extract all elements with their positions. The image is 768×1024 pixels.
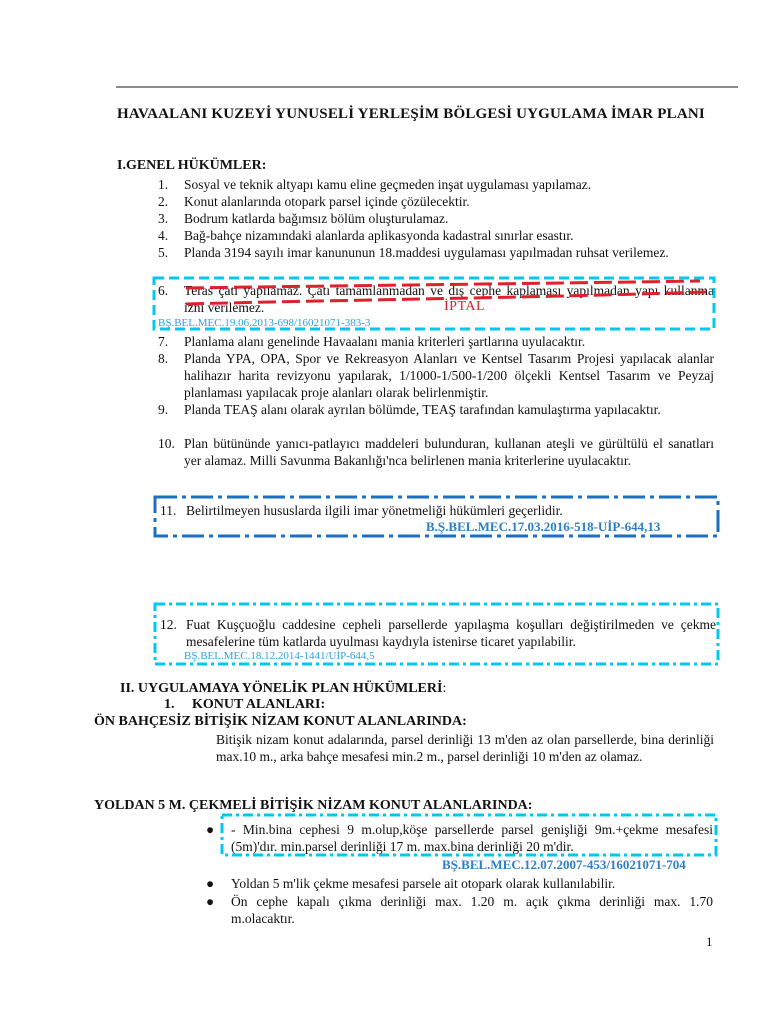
section-heading-general: I.GENEL HÜKÜMLER: xyxy=(117,158,267,173)
annotation-box-bullet1 xyxy=(222,815,716,855)
item-text: Konut alanlarında otopark parsel içinde çözülecektir. xyxy=(184,194,470,209)
document-title: HAVAALANI KUZEYİ YUNUSELİ YERLEŞİM BÖLGESİ UYGULAMA İMAR PLANI xyxy=(117,106,705,122)
item-text: Planda 3194 sayılı imar kanununun 18.maddesi uygulaması yapılmadan ruhsat verilemez. xyxy=(184,245,669,260)
onbahce-heading: ÖN BAHÇESİZ BİTİŞİK NİZAM KONUT ALANLARINDA: xyxy=(94,714,467,729)
item-number: 5. xyxy=(158,245,169,260)
item-number: 4. xyxy=(158,228,169,243)
onbahce-paragraph: Bitişik nizam konut adalarında, parsel derinliği 13 m'den az olan parsellerde, bina derinliği max.10 m., arka bahçe mesafesi min.2 m., parsel derinliği 10 m'den az olamaz. xyxy=(216,732,714,764)
item-number: 7. xyxy=(158,334,169,349)
bullet-text: Yoldan 5 m'lik çekme mesafesi parsele ait otopark olarak kullanılabilir. xyxy=(231,876,616,891)
reference-code: BŞ.BEL.MEC.19.06.2013-698/16021071-383-3 xyxy=(158,317,371,329)
reference-code: BŞ.BEL.MEC.18.12.2014-1441/UİP-644,5 xyxy=(184,650,375,662)
item-text: Bodrum katlarda bağımsız bölüm oluşturulamaz. xyxy=(184,211,449,226)
reference-code: BŞ.BEL.MEC.12.07.2007-453/16021071-704 xyxy=(442,857,686,872)
bullet-dot: ● xyxy=(206,876,215,891)
item-number: 6. xyxy=(158,283,169,298)
item-text: Belirtilmeyen hususlarda ilgili imar yönetmeliği hükümleri geçerlidir. xyxy=(186,503,563,518)
item-text: Sosyal ve teknik altyapı kamu eline geçmeden inşat uygulaması yapılamaz. xyxy=(184,177,592,192)
item-text: Teras çatı yapılamaz. Çatı tamamlanmadan ve dış cephe kaplaması yapılmadan yapı kullanma izni verilemez. xyxy=(184,283,714,315)
item-number: 9. xyxy=(158,402,169,417)
item-number: 10. xyxy=(158,436,175,451)
item-text: Planda TEAŞ alanı olarak ayrılan bölümde, TEAŞ tarafından kamulaştırma yapılacaktır. xyxy=(184,402,661,417)
item-number: 3. xyxy=(158,211,169,226)
section-heading-suffix: : xyxy=(442,681,447,696)
strike-line xyxy=(186,292,706,304)
item-number: 11. xyxy=(160,503,177,518)
annotation-box-item12 xyxy=(155,604,718,664)
item-text: Bağ-bahçe nizamındaki alanlarda aplikasyonda kadastral sınırlar esastır. xyxy=(184,228,574,243)
item-text: Planda YPA, OPA, Spor ve Rekreasyon Alanları ve Kentsel Tasarım Projesi yapılacak alanlar halihazır harita revizyonu yapılarak, 1/1000-1/500-1/200 ölçekli Kentsel Tasarım ve Peyzaj planlaması yapılacak proje alanları olarak belirlenmiştir. xyxy=(184,351,714,400)
bullet-dot: ● xyxy=(206,822,215,837)
subsection-number: 1. xyxy=(164,697,175,712)
bullet-dot: ● xyxy=(206,894,215,909)
section-heading-text: II. UYGULAMAYA YÖNELİK PLAN HÜKÜMLERİ xyxy=(120,681,443,696)
item-number: 1. xyxy=(158,177,169,192)
item-number: 12. xyxy=(160,617,177,632)
item-number: 8. xyxy=(158,351,169,366)
item-text: Fuat Kuşçuoğlu caddesine cepheli parsellerde yapılaşma koşulları değiştirilmeden ve çekme mesafelerine tüm katlarda uyulması kaydıyla istenirse ticaret yapılabilir. xyxy=(186,617,716,649)
item-text: Planlama alanı genelinde Havaalanı mania kriterleri şartlarına uyulacaktır. xyxy=(184,334,586,349)
bullet-text: - Min.bina cephesi 9 m.olup,köşe parsellerde parsel genişliği 9m.+çekme mesafesi (5m)'dır. min.parsel derinliği 17 m. max.bina derinliği 20 m'dir. xyxy=(231,822,713,854)
bullet-text: Ön cephe kapalı çıkma derinliği max. 1.20 m. açık çıkma derinliği max. 1.70 m.olacaktır. xyxy=(231,894,713,926)
strike-line xyxy=(186,281,700,288)
reference-code: B.Ş.BEL.MEC.17.03.2016-518-UİP-644,13 xyxy=(426,519,661,534)
item-text: Plan bütününde yanıcı-patlayıcı maddeleri bulunduran, kullanan ateşli ve gürültülü el sanatları yer alamaz. Milli Savunma Bakanlığı'nca belirlenen mania kriterlerine uyulacaktır. xyxy=(184,436,714,468)
page-number: 1 xyxy=(706,934,713,949)
cancelled-stamp: İPTAL xyxy=(444,299,486,314)
subsection-label: KONUT ALANLARI: xyxy=(192,697,326,712)
item-number: 2. xyxy=(158,194,169,209)
yoldan-heading: YOLDAN 5 M. ÇEKMELİ BİTİŞİK NİZAM KONUT ALANLARINDA: xyxy=(94,798,533,813)
annotation-box-item11 xyxy=(155,497,718,536)
